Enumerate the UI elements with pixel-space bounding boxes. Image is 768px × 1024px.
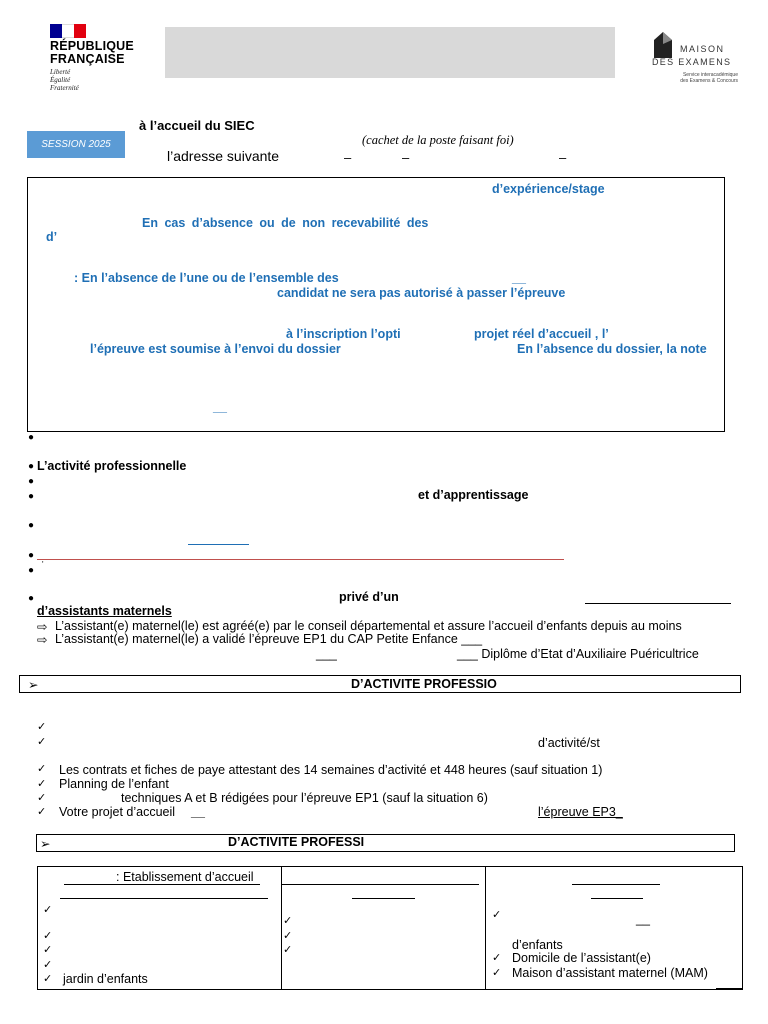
techniques-text: techniques A et B rédigées pour l’épreuve EP1 (sauf la situation 6) bbox=[121, 791, 488, 805]
check-icon: ✓ bbox=[492, 909, 502, 921]
motto-egalite: Égalité bbox=[50, 76, 71, 84]
title-placeholder-box bbox=[165, 27, 615, 78]
section-header-activite-2 bbox=[36, 834, 735, 852]
bullet-dot: ● bbox=[28, 432, 35, 443]
check-icon: ✓ bbox=[492, 952, 502, 964]
motto-fraternite: Fraternité bbox=[50, 84, 79, 92]
check-icon: ✓ bbox=[37, 736, 47, 748]
republique-francaise-logo bbox=[50, 24, 140, 92]
check-icon: ✓ bbox=[283, 944, 293, 956]
rf-title bbox=[50, 40, 140, 66]
assistants-maternels-heading: d’assistants maternels bbox=[37, 604, 172, 618]
adresse-suivante-text: l’adresse suivante bbox=[167, 148, 280, 164]
check-icon: ✓ bbox=[43, 944, 53, 956]
check-icon: ✓ bbox=[43, 959, 53, 971]
check-icon: ✓ bbox=[283, 930, 293, 942]
bullet-dot: ● bbox=[28, 491, 35, 502]
check-icon: ✓ bbox=[37, 792, 47, 804]
check-icon: ✓ bbox=[492, 967, 502, 979]
check-icon: ✓ bbox=[43, 904, 53, 916]
notice-d-apostrophe: d’ bbox=[46, 230, 58, 244]
bullet-dot: ● bbox=[28, 593, 35, 604]
col3-domicile-text: Domicile de l’assistant(e) bbox=[512, 951, 651, 965]
planning-text: Planning de l’enfant bbox=[59, 777, 169, 791]
dash-1: – bbox=[344, 150, 352, 165]
bullet-dot: ● bbox=[28, 565, 35, 576]
col3-blank: __ bbox=[636, 912, 650, 926]
check-icon: ✓ bbox=[37, 721, 47, 733]
apprentissage-text: et d’apprentissage bbox=[418, 488, 529, 502]
maison-examens-mark-icon bbox=[652, 30, 674, 60]
red-separator-line bbox=[37, 559, 564, 560]
header-underline bbox=[591, 898, 643, 899]
prive-dun-text: privé d’un bbox=[339, 590, 399, 604]
accueil-siec-text: à l’accueil du SIEC bbox=[139, 118, 255, 133]
mde-line1: MAISON bbox=[680, 44, 725, 54]
check-icon: ✓ bbox=[37, 806, 47, 818]
header-underline bbox=[60, 898, 268, 899]
notice-absence-une: : En l’absence de l’une ou de l’ensemble des bbox=[74, 271, 339, 285]
bullet-dot: ● bbox=[28, 476, 35, 487]
condition-ep1-text: L’assistant(e) maternel(le) a validé l’épreuve EP1 du CAP Petite Enfance ___ bbox=[55, 632, 483, 646]
check-icon: ✓ bbox=[283, 915, 293, 927]
jardin-enfants-text: jardin d’enfants bbox=[63, 972, 148, 986]
contrats-text: Les contrats et fiches de paye attestant des 14 semaines d’activité et 448 heures (sauf situation 1) bbox=[59, 763, 603, 777]
mde-line2: DES EXAMENS bbox=[652, 57, 732, 67]
notice-en-cas-absence: En cas d’absence ou de non recevabilité des bbox=[142, 216, 429, 230]
table-col-divider bbox=[485, 867, 486, 989]
table-col-divider bbox=[281, 867, 282, 989]
activite-professionnelle-text: L’activité professionnelle bbox=[37, 459, 187, 473]
mde-sub2: des Examens & Concours bbox=[680, 78, 738, 84]
condition-agree-text: L’assistant(e) maternel(le) est agréé(e) par le conseil départemental et assure l’accueil d’enfants depuis au moins bbox=[55, 619, 682, 633]
diplome-auxiliaire-text: ___ Diplôme d’Etat d’Auxiliaire Puéricultrice bbox=[457, 647, 699, 661]
header-underline bbox=[282, 884, 479, 885]
activite-stage-text: d’activité/st bbox=[538, 736, 600, 750]
col3-enfants-text: d’enfants bbox=[512, 938, 563, 952]
col3-mam-text: Maison d’assistant maternel (MAM) bbox=[512, 966, 708, 980]
cachet-poste-text: (cachet de la poste faisant foi) bbox=[362, 133, 514, 147]
bullet-dot: ● bbox=[28, 461, 35, 472]
arrow-icon: ⇨ bbox=[37, 633, 48, 647]
section-title-activite-2: D’ACTIVITE PROFESSI bbox=[228, 835, 365, 849]
mde-subtitle bbox=[654, 72, 738, 84]
notice-inscription-option: à l’inscription l’opti bbox=[286, 327, 401, 341]
blue-link-underline bbox=[188, 544, 249, 545]
table-header-etablissement: : Etablissement d’accueil bbox=[116, 870, 254, 884]
notice-absence-dossier: En l’absence du dossier, la note bbox=[517, 342, 707, 356]
marianne-flag-icon bbox=[50, 24, 86, 38]
session-badge: SESSION 2025 bbox=[27, 131, 125, 158]
check-icon: ✓ bbox=[43, 973, 53, 985]
mde-sub1: Service interacadémique bbox=[682, 72, 738, 78]
header-underline bbox=[352, 898, 415, 899]
rf-title-line1: RÉPUBLIQUE bbox=[50, 39, 134, 53]
motto-liberte: Liberté bbox=[50, 68, 71, 76]
check-icon: ✓ bbox=[37, 763, 47, 775]
header-underline bbox=[572, 884, 660, 885]
projet-blank: __ bbox=[191, 805, 205, 819]
projet-accueil-text: Votre projet d’accueil bbox=[59, 805, 176, 819]
section-title-activite-1: D’ACTIVITE PROFESSIO bbox=[351, 677, 497, 691]
check-icon: ✓ bbox=[43, 930, 53, 942]
tiny-mark: ' bbox=[42, 560, 44, 569]
epreuve-ep3-text: l’épreuve EP3_ bbox=[538, 805, 623, 819]
notice-candidat-pas-autorise: candidat ne sera pas autorisé à passer l’épreuve bbox=[277, 286, 566, 300]
notice-experience-stage: d’expérience/stage bbox=[492, 182, 605, 196]
dash-3: – bbox=[559, 150, 567, 165]
rf-title-line2: FRANÇAISE bbox=[50, 52, 125, 66]
arrow-icon: ⇨ bbox=[37, 620, 48, 634]
bullet-dot: ● bbox=[28, 550, 35, 561]
section-arrow-icon: ➢ bbox=[40, 837, 51, 851]
dash-2: – bbox=[402, 150, 410, 165]
notice-underscore-1: __ bbox=[512, 271, 526, 285]
check-icon: ✓ bbox=[37, 778, 47, 790]
rf-motto bbox=[50, 68, 140, 92]
section-arrow-icon: ➢ bbox=[28, 678, 39, 692]
notice-projet-reel: projet réel d’accueil , l’ bbox=[474, 327, 609, 341]
notice-underscore-2: __ bbox=[213, 400, 227, 414]
header-underline bbox=[64, 884, 260, 885]
notice-epreuve-soumise: l’épreuve est soumise à l’envoi du dossier bbox=[90, 342, 341, 356]
bullet-dot: ● bbox=[28, 520, 35, 531]
table-bottom-stub bbox=[716, 988, 742, 989]
blank-dash: ___ bbox=[316, 647, 337, 661]
blank-underline bbox=[585, 603, 731, 604]
mde-wordmark bbox=[680, 44, 725, 55]
